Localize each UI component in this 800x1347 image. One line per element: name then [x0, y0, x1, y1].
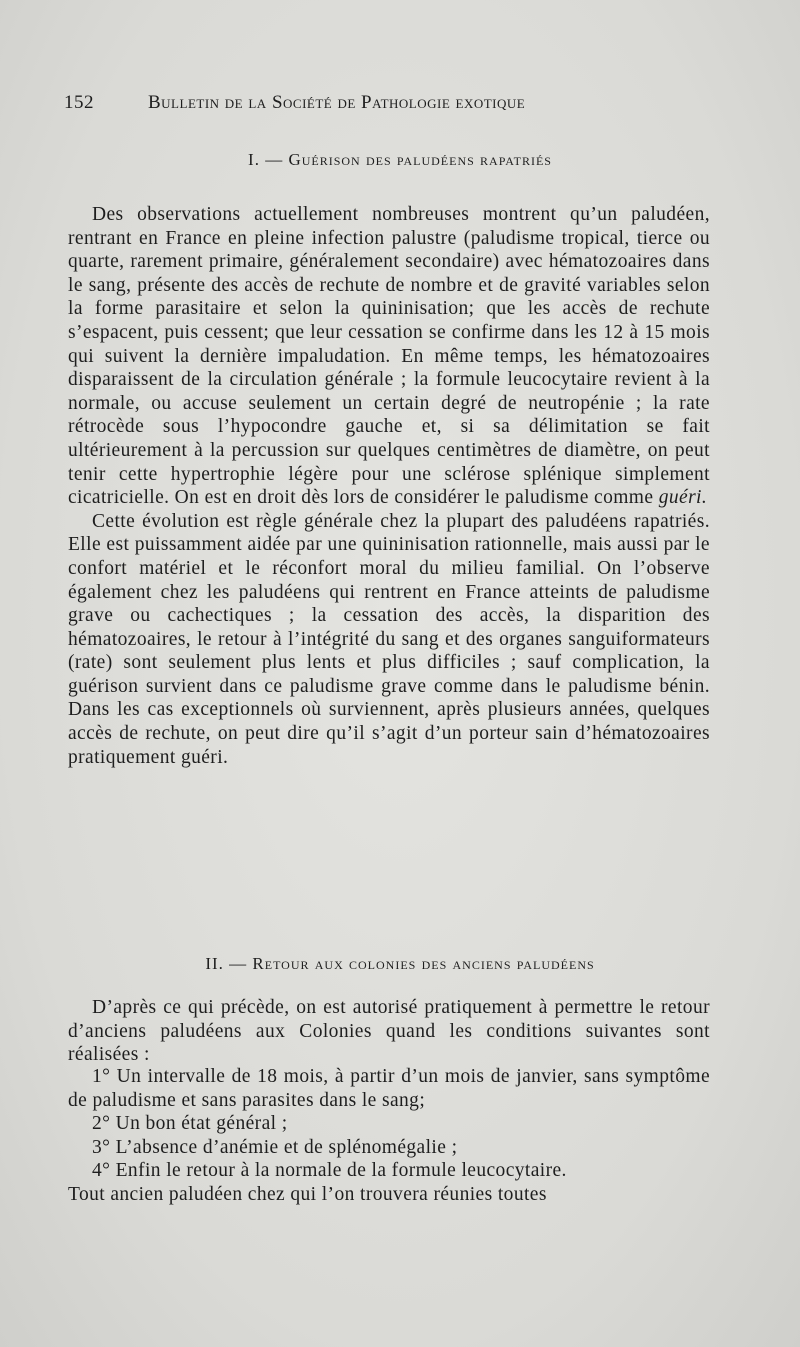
- page-number: 152: [64, 92, 94, 113]
- condition-item-3: 3° L’absence d’anémie et de splénomégalie ;: [92, 1136, 458, 1158]
- paragraph-1-emphasis: guéri.: [658, 487, 708, 509]
- closing-line: Tout ancien paludéen chez qui l’on trouvera réunies toutes: [68, 1183, 547, 1205]
- paragraph-1-text: Des observations actuellement nombreuses montrent qu’un paludéen, rentrant en France en pleine infection palustre (paludisme tropical, tierce ou quarte, rarement primaire, généralement secondaire) avec hématozoaires dans le sang, présente des accès de rechute de nombre et de gravité variables selon la forme parasitaire et selon la quininisation; que les accès de rechute s’espacent, puis cessent; que leur cessation se confirme dans les 12 à 15 mois qui suivent la dernière impaludation. En même temps, les hématozoaires disparaissent de la circulation générale ; la formule leucocytaire revient à la normale, ou accuse seulement un certain degré de neutropénie ; la rate rétrocède sous l’hypocondre gauche et, si sa délimitation se fait ultérieurement à la percussion sur quelques centimètres de diamètre, on peut tenir cette hypertrophie légère pour une sclérose splénique simplement cicatricielle. On est en droit dès lors de considérer le paludisme comme: [68, 204, 710, 509]
- condition-item-4: 4° Enfin le retour à la normale de la formule leucocytaire.: [92, 1160, 567, 1182]
- condition-item-2: 2° Un bon état général ;: [92, 1113, 288, 1135]
- conditions-list: [68, 1065, 710, 1207]
- page-header: [64, 92, 714, 122]
- section-2-intro: [68, 996, 710, 1067]
- paragraph-3: D’après ce qui précède, on est autorisé pratiquement à permettre le retour d’anciens paludéens aux Colonies quand les conditions suivantes sont réalisées :: [68, 997, 710, 1066]
- section-title-1: I. — Guérison des paludéens rapatriés: [248, 150, 552, 169]
- paragraph-2: Cette évolution est règle générale chez la plupart des paludéens rapatriés. Elle est puissamment aidée par une quininisation rationnelle, mais aussi par le confort matériel et le réconfort moral du milieu familial. On l’observe également chez les paludéens qui rentrent en France atteints de paludisme grave ou cachectiques ; la cessation des accès, la disparition des hématozoaires, le retour à l’intégrité du sang et des organes sanguiformateurs (rate) sont seulement plus lents et plus difficiles ; sauf complication, la guérison survient dans ce paludisme grave comme dans le paludisme bénin. Dans les cas exceptionnels où surviennent, après plusieurs années, quelques accès de rechute, on peut dire qu’il s’agit d’un porteur sain d’hématozoaires pratiquement guéri.: [68, 510, 710, 768]
- section-title-2: II. — Retour aux colonies des anciens paludéens: [205, 954, 595, 973]
- paragraph-1: [68, 203, 710, 510]
- section-1-body: [68, 203, 710, 769]
- running-title: Bulletin de la Société de Pathologie exotique: [148, 92, 526, 113]
- condition-item-1: 1° Un intervalle de 18 mois, à partir d’un mois de janvier, sans symptôme de paludisme et sans parasites dans le sang;: [68, 1066, 710, 1111]
